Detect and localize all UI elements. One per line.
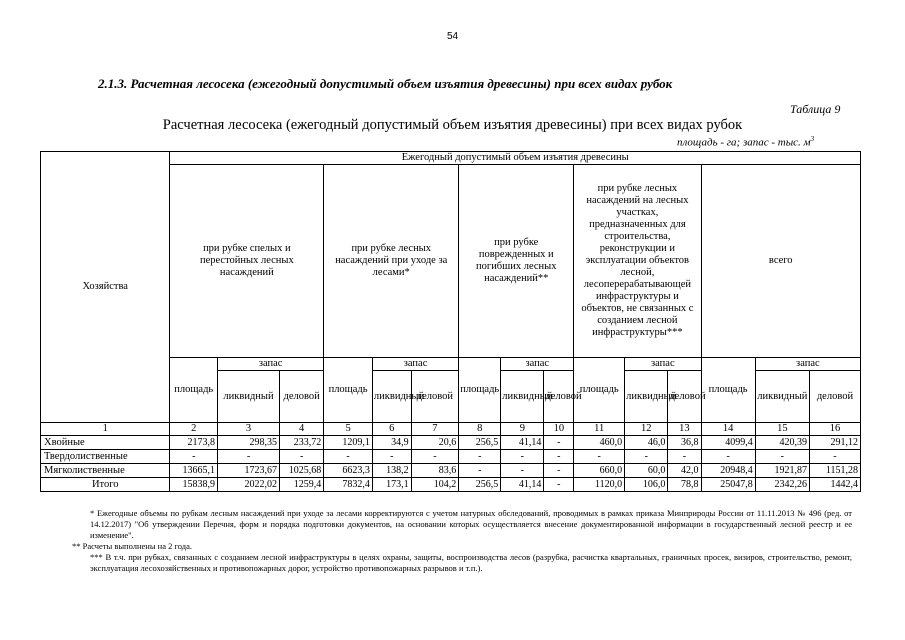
units-sup: 3 [810, 135, 815, 143]
table-cell: 1723,67 [218, 464, 280, 478]
table-cell: - [574, 450, 625, 464]
table-cell: - [544, 464, 574, 478]
column-number: 14 [701, 423, 755, 436]
table-cell: 104,2 [411, 478, 459, 492]
table-cell: 2022,02 [218, 478, 280, 492]
footnote-3: *** В т.ч. при рубках, связанных с созданием лесной инфраструктуры в целях охраны, защиты, воспроизводства лесов (разрубка, расчистка квартальных, граничных просек, визиров, строительство, ремонт, эксплуатация лесохозяйственных и противопожарных дорог, устройство противопожарных разрывов и т.п.). [90, 552, 852, 573]
table-cell: - [625, 450, 668, 464]
header-row-top [41, 152, 861, 165]
header-delovoy: деловой [544, 371, 574, 423]
header-hozyaystva: Хозяйства [41, 152, 170, 423]
footnote-2: ** Расчеты выполнены на 2 года. [72, 541, 193, 551]
table-cell: 78,8 [668, 478, 701, 492]
table-cell: - [218, 450, 280, 464]
column-number: 9 [501, 423, 544, 436]
footnotes [72, 508, 852, 574]
table-cell: 1120,0 [574, 478, 625, 492]
header-ploshchad: площадь [459, 358, 501, 423]
table-cell: 20948,4 [701, 464, 755, 478]
column-number: 10 [544, 423, 574, 436]
table-cell: 460,0 [574, 436, 625, 450]
header-zapas: запас [625, 358, 701, 371]
table-cell: 34,9 [372, 436, 411, 450]
header-delovoy: деловой [411, 371, 459, 423]
table-cell: 173,1 [372, 478, 411, 492]
table-cell: 2173,8 [170, 436, 218, 450]
table-cell: 1442,4 [809, 478, 860, 492]
header-group-4: при рубке лесных насаждений на лесных участках, предназначенных для строительства, реконструкции и эксплуатации объектов лесной, лесоперерабатывающей инфраструктуры и объектов, не связанных с созданием лесной инфраструктуры*** [574, 165, 701, 358]
header-delovoy: деловой [279, 371, 323, 423]
column-number: 4 [279, 423, 323, 436]
table-cell: 138,2 [372, 464, 411, 478]
header-group-5: всего [701, 165, 861, 358]
table-cell: - [170, 450, 218, 464]
header-group-1: при рубке спелых и перестойных лесных насаждений [170, 165, 324, 358]
units-note [677, 135, 814, 149]
header-ploshchad: площадь [324, 358, 373, 423]
table-cell: 15838,9 [170, 478, 218, 492]
table-cell: 4099,4 [701, 436, 755, 450]
table-cell: 13665,1 [170, 464, 218, 478]
column-number: 1 [41, 423, 170, 436]
header-likvidnyy: ликвидный [218, 371, 280, 423]
table-cell: 1921,87 [755, 464, 809, 478]
column-number: 15 [755, 423, 809, 436]
column-number: 11 [574, 423, 625, 436]
table-cell: 42,0 [668, 464, 701, 478]
table-cell: - [279, 450, 323, 464]
column-number: 8 [459, 423, 501, 436]
table-cell: 660,0 [574, 464, 625, 478]
table-cell: - [411, 450, 459, 464]
table-cell: - [809, 450, 860, 464]
table-cell: 291,12 [809, 436, 860, 450]
table-cell: 233,72 [279, 436, 323, 450]
column-number: 6 [372, 423, 411, 436]
table-cell: 298,35 [218, 436, 280, 450]
column-number: 7 [411, 423, 459, 436]
header-zapas: запас [755, 358, 860, 371]
header-zapas: запас [372, 358, 458, 371]
header-zapas: запас [218, 358, 324, 371]
table-cell: 25047,8 [701, 478, 755, 492]
table-cell: 6623,3 [324, 464, 373, 478]
header-zapas: запас [501, 358, 574, 371]
units-text: площадь - га; запас - тыс. м [677, 136, 811, 149]
header-ploshchad: площадь [574, 358, 625, 423]
column-number: 16 [809, 423, 860, 436]
table-cell: 60,0 [625, 464, 668, 478]
table-cell: 1209,1 [324, 436, 373, 450]
table-cell: 256,5 [459, 478, 501, 492]
table-cell: 1259,4 [279, 478, 323, 492]
column-number: 3 [218, 423, 280, 436]
row-label: Хвойные [41, 436, 170, 450]
table-cell: 41,14 [501, 436, 544, 450]
table-cell: - [701, 450, 755, 464]
table-row [41, 478, 861, 492]
footnote-1: * Ежегодные объемы по рубкам лесным насаждений при уходе за лесами корректируются с учетом натурных обследований, проводимых в рамках приказа Минприроды России от 11.11.2013 № 496 (ред. от 14.12.2017) "Об утверждении Перечня, форм и порядка подготовки документов, на основании которых осуществляется внесение документированной информации в государственный лесной реестр и ее изменение". [90, 508, 852, 540]
header-group-3: при рубке поврежденных и погибших лесных насаждений** [459, 165, 574, 358]
allowable-cut-table [40, 151, 861, 492]
table-cell: - [544, 478, 574, 492]
table-cell: - [668, 450, 701, 464]
table-cell: 1025,68 [279, 464, 323, 478]
table-cell: - [459, 450, 501, 464]
header-delovoy: деловой [668, 371, 701, 423]
table-cell: 256,5 [459, 436, 501, 450]
table-cell: - [544, 450, 574, 464]
table-cell: - [459, 464, 501, 478]
table-cell: 20,6 [411, 436, 459, 450]
table-cell: 106,0 [625, 478, 668, 492]
table-number: Таблица 9 [790, 102, 841, 116]
header-ploshchad: площадь [170, 358, 218, 423]
column-number: 13 [668, 423, 701, 436]
header-delovoy: деловой [809, 371, 860, 423]
header-likvidnyy: ликвидный [372, 371, 411, 423]
row-label: Твердолиственные [41, 450, 170, 464]
page-number: 54 [446, 31, 459, 42]
table-cell: 83,6 [411, 464, 459, 478]
table-cell: - [501, 450, 544, 464]
column-number: 5 [324, 423, 373, 436]
table-cell: 41,14 [501, 478, 544, 492]
table-cell: 7832,4 [324, 478, 373, 492]
table-cell: 2342,26 [755, 478, 809, 492]
table-cell: - [501, 464, 544, 478]
header-ploshchad: площадь [701, 358, 755, 423]
header-group-2: при рубке лесных насаждений при уходе за лесами* [324, 165, 459, 358]
column-number-row [41, 423, 861, 436]
header-likvidnyy: ликвидный [625, 371, 668, 423]
table-cell: - [324, 450, 373, 464]
table-title: Расчетная лесосека (ежегодный допустимый объем изъятия древесины) при всех видах рубок [162, 117, 743, 133]
table-cell: 46,0 [625, 436, 668, 450]
table-cell: - [372, 450, 411, 464]
table-cell: 420,39 [755, 436, 809, 450]
column-number: 12 [625, 423, 668, 436]
table-cell: 36,8 [668, 436, 701, 450]
table-row [41, 450, 861, 464]
column-number: 2 [170, 423, 218, 436]
row-label: Итого [41, 478, 170, 492]
section-heading: 2.1.3. Расчетная лесосека (ежегодный допустимый объем изъятия древесины) при всех видах рубок [98, 76, 673, 91]
table-row [41, 436, 861, 450]
table-cell: 1151,28 [809, 464, 860, 478]
header-top: Ежегодный допустимый объем изъятия древесины [170, 152, 861, 165]
table-row [41, 464, 861, 478]
header-likvidnyy: ликвидный [755, 371, 809, 423]
header-likvidnyy: ликвидный [501, 371, 544, 423]
table-cell: - [544, 436, 574, 450]
table-cell: - [755, 450, 809, 464]
row-label: Мягколиственные [41, 464, 170, 478]
